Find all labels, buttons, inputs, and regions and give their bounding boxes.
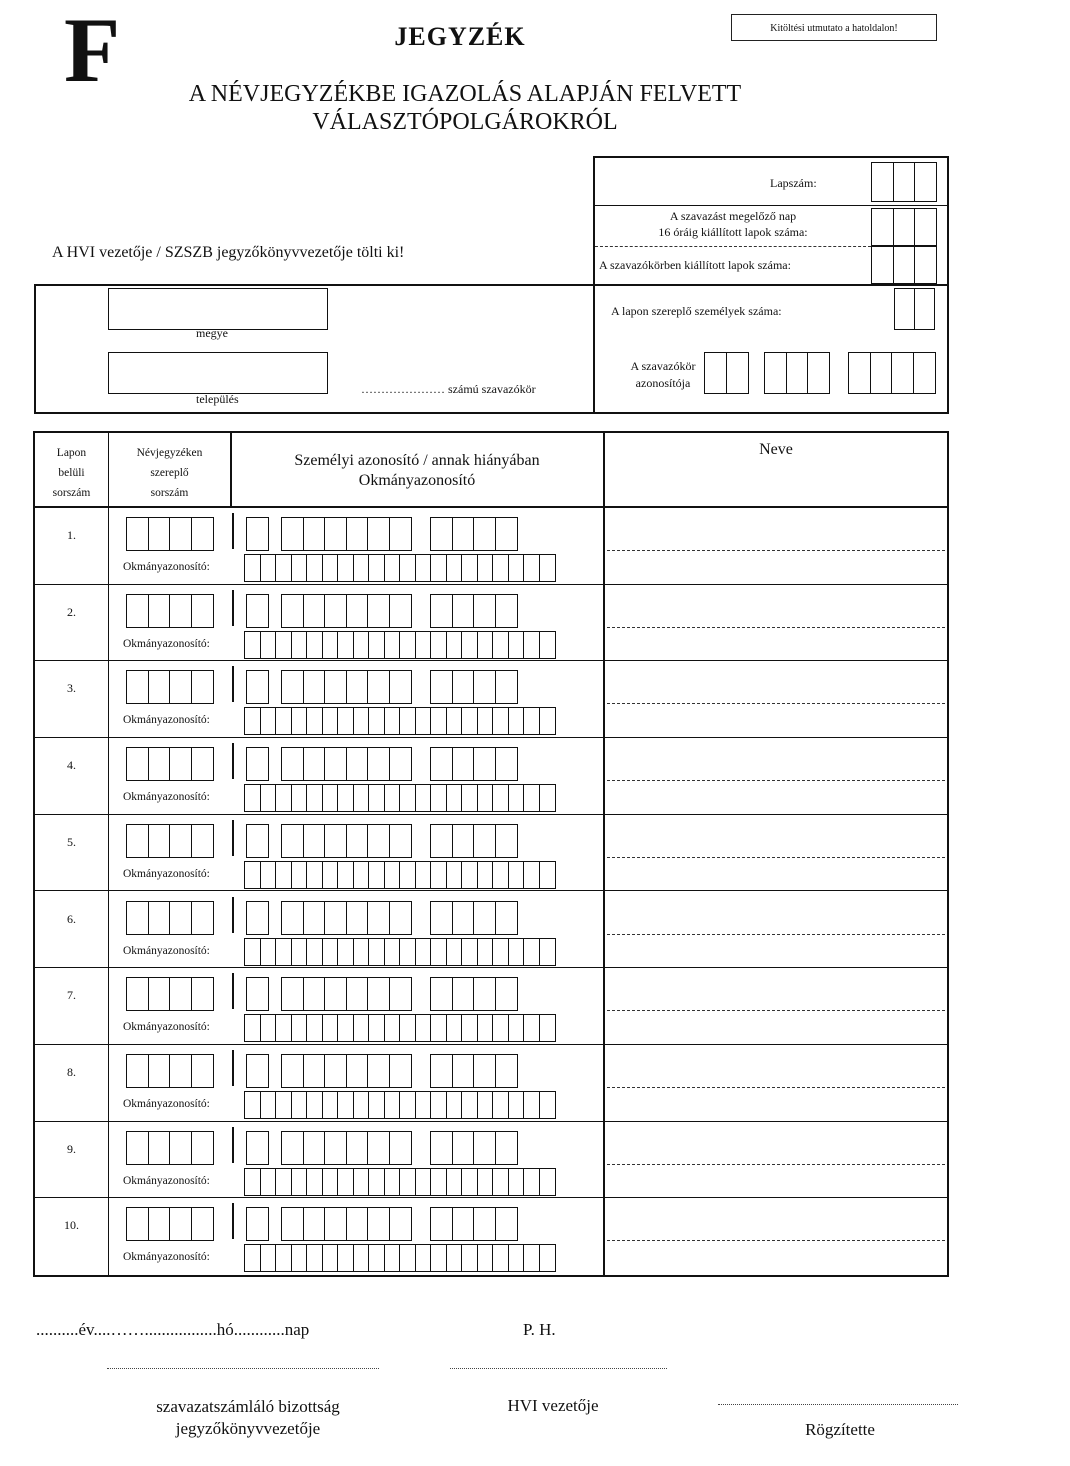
district-id-label (608, 358, 718, 392)
personal-id-date-boxes[interactable] (281, 1054, 412, 1088)
row-number: 10. (64, 1218, 79, 1233)
personal-id-date-boxes[interactable] (281, 977, 412, 1011)
row-number: 3. (67, 681, 76, 696)
settlement-field[interactable] (108, 352, 328, 394)
doc-id-boxes[interactable] (244, 1244, 556, 1272)
register-number-boxes[interactable] (126, 824, 214, 858)
signature-label-1 (110, 1396, 386, 1440)
register-number-boxes[interactable] (126, 517, 214, 551)
doc-id-label: Okmányazonosító: (123, 791, 210, 804)
register-number-boxes[interactable] (126, 977, 214, 1011)
name-field[interactable] (607, 780, 945, 781)
row-number: 5. (67, 834, 76, 849)
personal-id-sex-box[interactable] (246, 824, 269, 858)
personal-id-date-boxes[interactable] (281, 1131, 412, 1165)
subtitle-line-2: VÁLASZTÓPOLGÁROKRÓL (312, 109, 618, 135)
persons-count-label: A lapon szereplő személyek száma: (611, 304, 782, 318)
doc-id-boxes[interactable] (244, 1168, 556, 1196)
personal-id-sex-box[interactable] (246, 747, 269, 781)
stamp-place: P. H. (523, 1320, 556, 1339)
name-field[interactable] (607, 1164, 945, 1165)
table-row (35, 892, 947, 969)
prior-pages-boxes[interactable] (871, 208, 937, 246)
personal-id-sex-box[interactable] (246, 517, 269, 551)
signature-line-1[interactable] (107, 1368, 379, 1369)
personal-id-sex-box[interactable] (246, 1207, 269, 1241)
personal-id-serial-boxes[interactable] (430, 517, 518, 551)
name-field[interactable] (607, 934, 945, 935)
name-field[interactable] (607, 703, 945, 704)
doc-id-label: Okmányazonosító: (123, 867, 210, 880)
col-header-register-number (109, 443, 230, 503)
county-field[interactable] (108, 288, 328, 330)
name-field[interactable] (607, 1087, 945, 1088)
signature-label-3: Rögzítette (805, 1420, 875, 1439)
county-label: megye (196, 326, 228, 340)
sig1-line-1: szavazatszámláló bizottság (156, 1397, 340, 1416)
doc-id-label: Okmányazonosító: (123, 1174, 210, 1187)
register-number-boxes[interactable] (126, 1054, 214, 1088)
personal-id-serial-boxes[interactable] (430, 901, 518, 935)
personal-id-date-boxes[interactable] (281, 517, 412, 551)
personal-id-serial-boxes[interactable] (430, 977, 518, 1011)
personal-id-sex-box[interactable] (246, 594, 269, 628)
row-number: 8. (67, 1064, 76, 1079)
name-field[interactable] (607, 1240, 945, 1241)
prior-pages-label (595, 208, 871, 240)
name-field[interactable] (607, 627, 945, 628)
personal-id-serial-boxes[interactable] (430, 1054, 518, 1088)
col1-line-2: belüli (58, 467, 85, 479)
register-number-boxes[interactable] (126, 594, 214, 628)
row-number: 4. (67, 758, 76, 773)
table-row (35, 738, 947, 815)
personal-id-serial-boxes[interactable] (430, 1207, 518, 1241)
district-number-field[interactable]: ………………… számú szavazókör (361, 382, 536, 396)
col3-line-2: Okmányazonosító (358, 472, 476, 489)
table-row (35, 815, 947, 892)
name-field[interactable] (607, 1010, 945, 1011)
voter-table (33, 431, 949, 1277)
doc-id-label: Okmányazonosító: (123, 637, 210, 650)
personal-id-date-boxes[interactable] (281, 1207, 412, 1241)
doc-id-boxes[interactable] (244, 861, 556, 889)
register-number-boxes[interactable] (126, 901, 214, 935)
personal-id-sex-box[interactable] (246, 1054, 269, 1088)
table-row (35, 661, 947, 738)
date-field[interactable]: ..........év....…….................hó............nap (36, 1320, 310, 1339)
row-number: 6. (67, 911, 76, 926)
lapszam-boxes[interactable] (871, 162, 937, 202)
subtitle-line-1: A NÉVJEGYZÉKBE IGAZOLÁS ALAPJÁN FELVETT (188, 81, 742, 107)
district-id-boxes-2[interactable] (764, 352, 830, 394)
row-number: 7. (67, 988, 76, 1003)
sig1-line-2: jegyzőkönyvvezetője (175, 1419, 321, 1438)
doc-id-boxes[interactable] (244, 1091, 556, 1119)
col2-line-2: szereplő (150, 467, 189, 479)
row-number: 2. (67, 604, 76, 619)
personal-id-serial-boxes[interactable] (430, 670, 518, 704)
personal-id-sex-box[interactable] (246, 977, 269, 1011)
table-row (35, 508, 947, 585)
col2-line-3: sorszám (150, 487, 189, 499)
doc-id-boxes[interactable] (244, 631, 556, 659)
personal-id-date-boxes[interactable] (281, 594, 412, 628)
location-panel (34, 284, 949, 414)
doc-id-boxes[interactable] (244, 707, 556, 735)
personal-id-sex-box[interactable] (246, 901, 269, 935)
table-row (35, 1198, 947, 1275)
district-pages-boxes[interactable] (871, 246, 937, 284)
personal-id-date-boxes[interactable] (281, 670, 412, 704)
personal-id-date-boxes[interactable] (281, 824, 412, 858)
personal-id-sex-box[interactable] (246, 670, 269, 704)
table-row (35, 1122, 947, 1199)
register-number-boxes[interactable] (126, 1131, 214, 1165)
fill-note: A HVI vezetője / SZSZB jegyzőkönyvvezetője tölti ki! (52, 244, 405, 261)
lapszam-label: Lapszám: (770, 176, 817, 190)
doc-id-boxes[interactable] (244, 784, 556, 812)
prior-pages-line-1: A szavazást megelőző nap (669, 209, 797, 223)
col2-line-1: Névjegyzéken (136, 447, 203, 459)
col1-line-1: Lapon (56, 447, 87, 459)
table-row (35, 585, 947, 662)
signature-line-2[interactable] (450, 1368, 667, 1369)
name-field[interactable] (607, 550, 945, 551)
page-count-panel (593, 156, 949, 286)
district-id-line-2: azonosítója (635, 376, 691, 390)
personal-id-sex-box[interactable] (246, 1131, 269, 1165)
signature-label-2: HVI vezetője (507, 1396, 599, 1415)
personal-id-serial-boxes[interactable] (430, 824, 518, 858)
col-header-personal-id (231, 451, 603, 491)
personal-id-serial-boxes[interactable] (430, 747, 518, 781)
persons-count-boxes[interactable] (894, 288, 935, 330)
doc-id-label: Okmányazonosító: (123, 1097, 210, 1110)
col3-line-1: Személyi azonosító / annak hiányában (294, 452, 540, 469)
doc-id-label: Okmányazonosító: (123, 1021, 210, 1034)
prior-pages-line-2: 16 óráig kiállított lapok száma: (658, 225, 808, 239)
name-field[interactable] (607, 857, 945, 858)
row-number: 1. (67, 528, 76, 542)
settlement-label: település (196, 392, 239, 406)
personal-id-serial-boxes[interactable] (430, 1131, 518, 1165)
table-row (35, 968, 947, 1045)
table-row (35, 1045, 947, 1122)
district-id-boxes-1[interactable] (704, 352, 749, 394)
district-pages-label: A szavazókörben kiállított lapok száma: (599, 258, 791, 272)
col1-line-3: sorszám (52, 487, 91, 499)
instructions-note: Kitöltési utmutato a hatoldalon! (731, 14, 937, 41)
district-id-line-1: A szavazókör (630, 359, 696, 373)
doc-id-boxes[interactable] (244, 554, 556, 582)
doc-id-boxes[interactable] (244, 938, 556, 966)
col-header-row-number (35, 443, 108, 503)
page-subtitle (140, 80, 790, 136)
personal-id-date-boxes[interactable] (281, 747, 412, 781)
district-id-boxes-3[interactable] (848, 352, 936, 394)
register-number-boxes[interactable] (126, 670, 214, 704)
row-number: 9. (67, 1141, 76, 1156)
page-title: JEGYZÉK (394, 22, 526, 51)
doc-id-label: Okmányazonosító: (123, 1251, 210, 1264)
form-letter: F (64, 0, 121, 101)
register-number-boxes[interactable] (126, 747, 214, 781)
signature-line-3[interactable] (718, 1404, 958, 1405)
doc-id-label: Okmányazonosító: (123, 714, 210, 727)
personal-id-date-boxes[interactable] (281, 901, 412, 935)
doc-id-label: Okmányazonosító: (123, 944, 210, 957)
doc-id-label: Okmányazonosító: (123, 561, 210, 573)
doc-id-boxes[interactable] (244, 1014, 556, 1042)
col-header-name: Neve (759, 441, 793, 458)
register-number-boxes[interactable] (126, 1207, 214, 1241)
personal-id-serial-boxes[interactable] (430, 594, 518, 628)
